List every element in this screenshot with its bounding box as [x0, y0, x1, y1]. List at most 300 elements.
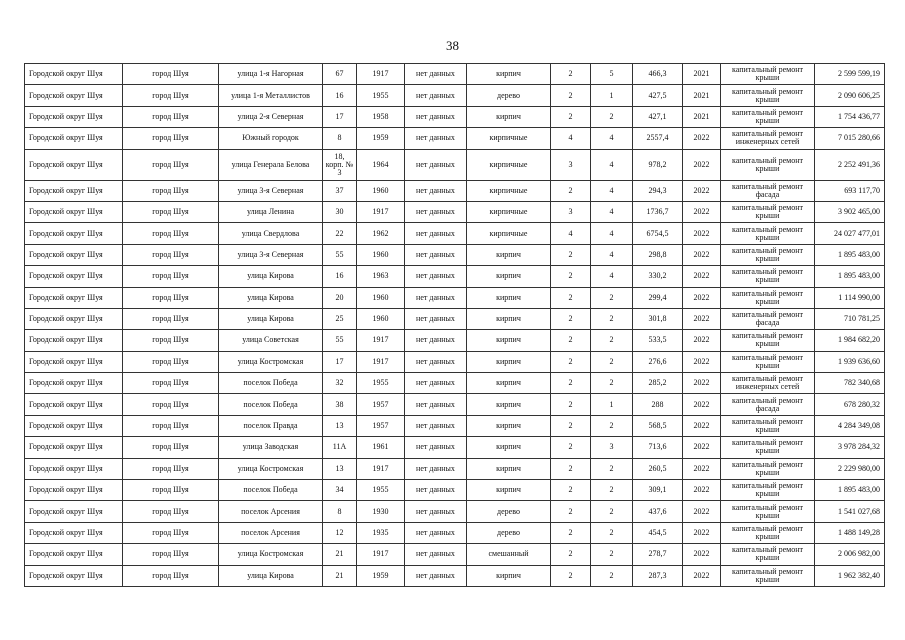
year-built-cell: 1963 — [357, 266, 405, 287]
reconstruction-year-cell: нет данных — [405, 415, 467, 436]
floors-cell: 2 — [551, 85, 591, 106]
table-row — [25, 522, 885, 543]
house-number-cell: 17 — [323, 351, 357, 372]
municipality-cell: Городской округ Шуя — [25, 351, 123, 372]
area-cell: 1736,7 — [633, 201, 683, 222]
floors-cell: 2 — [551, 522, 591, 543]
plan-year-cell: 2022 — [683, 266, 721, 287]
reconstruction-year-cell: нет данных — [405, 287, 467, 308]
wall-material-cell: дерево — [467, 501, 551, 522]
street-cell: улица Костромская — [219, 458, 323, 479]
house-number-cell: 21 — [323, 565, 357, 586]
wall-material-cell: кирпич — [467, 415, 551, 436]
house-number-cell: 38 — [323, 394, 357, 415]
year-built-cell: 1917 — [357, 351, 405, 372]
plan-year-cell: 2021 — [683, 64, 721, 85]
wall-material-cell: кирпич — [467, 373, 551, 394]
locality-cell: город Шуя — [123, 64, 219, 85]
work-type-cell: капитальный ремонт фасада — [721, 394, 815, 415]
entrances-cell: 4 — [591, 180, 633, 201]
area-cell: 437,6 — [633, 501, 683, 522]
house-number-cell: 13 — [323, 415, 357, 436]
municipality-cell: Городской округ Шуя — [25, 287, 123, 308]
table-row — [25, 266, 885, 287]
entrances-cell: 2 — [591, 106, 633, 127]
table-row — [25, 480, 885, 501]
year-built-cell: 1955 — [357, 85, 405, 106]
table-row — [25, 544, 885, 565]
reconstruction-year-cell: нет данных — [405, 373, 467, 394]
plan-year-cell: 2022 — [683, 394, 721, 415]
house-number-cell: 16 — [323, 85, 357, 106]
plan-year-cell: 2022 — [683, 501, 721, 522]
year-built-cell: 1959 — [357, 565, 405, 586]
year-built-cell: 1958 — [357, 106, 405, 127]
cost-cell: 2 252 491,36 — [815, 149, 885, 180]
entrances-cell: 4 — [591, 149, 633, 180]
floors-cell: 2 — [551, 373, 591, 394]
floors-cell: 2 — [551, 544, 591, 565]
wall-material-cell: смешанный — [467, 544, 551, 565]
street-cell: улица 2-я Северная — [219, 106, 323, 127]
house-number-cell: 17 — [323, 106, 357, 127]
table-row — [25, 415, 885, 436]
municipality-cell: Городской округ Шуя — [25, 565, 123, 586]
municipality-cell: Городской округ Шуя — [25, 180, 123, 201]
cost-cell: 7 015 280,66 — [815, 128, 885, 149]
floors-cell: 2 — [551, 565, 591, 586]
street-cell: поселок Арсения — [219, 522, 323, 543]
table-row — [25, 180, 885, 201]
entrances-cell: 2 — [591, 287, 633, 308]
cost-cell: 2 006 982,00 — [815, 544, 885, 565]
plan-year-cell: 2022 — [683, 201, 721, 222]
wall-material-cell: кирпичные — [467, 180, 551, 201]
entrances-cell: 2 — [591, 415, 633, 436]
work-type-cell: капитальный ремонт крыши — [721, 415, 815, 436]
year-built-cell: 1917 — [357, 458, 405, 479]
municipality-cell: Городской округ Шуя — [25, 106, 123, 127]
locality-cell: город Шуя — [123, 201, 219, 222]
entrances-cell: 4 — [591, 266, 633, 287]
year-built-cell: 1962 — [357, 223, 405, 244]
entrances-cell: 2 — [591, 522, 633, 543]
reconstruction-year-cell: нет данных — [405, 394, 467, 415]
reconstruction-year-cell: нет данных — [405, 128, 467, 149]
wall-material-cell: кирпичные — [467, 128, 551, 149]
area-cell: 330,2 — [633, 266, 683, 287]
reconstruction-year-cell: нет данных — [405, 522, 467, 543]
floors-cell: 2 — [551, 458, 591, 479]
locality-cell: город Шуя — [123, 85, 219, 106]
street-cell: улица Кирова — [219, 287, 323, 308]
entrances-cell: 4 — [591, 223, 633, 244]
area-cell: 299,4 — [633, 287, 683, 308]
work-type-cell: капитальный ремонт крыши — [721, 458, 815, 479]
wall-material-cell: кирпичные — [467, 223, 551, 244]
cost-cell: 1 488 149,28 — [815, 522, 885, 543]
area-cell: 276,6 — [633, 351, 683, 372]
house-number-cell: 11А — [323, 437, 357, 458]
reconstruction-year-cell: нет данных — [405, 501, 467, 522]
locality-cell: город Шуя — [123, 415, 219, 436]
street-cell: улица Свердлова — [219, 223, 323, 244]
municipality-cell: Городской округ Шуя — [25, 544, 123, 565]
locality-cell: город Шуя — [123, 308, 219, 329]
floors-cell: 2 — [551, 330, 591, 351]
wall-material-cell: кирпич — [467, 244, 551, 265]
wall-material-cell: кирпичные — [467, 149, 551, 180]
year-built-cell: 1960 — [357, 180, 405, 201]
locality-cell: город Шуя — [123, 522, 219, 543]
street-cell: поселок Победа — [219, 373, 323, 394]
reconstruction-year-cell: нет данных — [405, 437, 467, 458]
municipality-cell: Городской округ Шуя — [25, 244, 123, 265]
wall-material-cell: кирпич — [467, 287, 551, 308]
floors-cell: 2 — [551, 415, 591, 436]
floors-cell: 2 — [551, 480, 591, 501]
locality-cell: город Шуя — [123, 180, 219, 201]
plan-year-cell: 2021 — [683, 106, 721, 127]
street-cell: улица Кирова — [219, 308, 323, 329]
reconstruction-year-cell: нет данных — [405, 223, 467, 244]
table-row — [25, 223, 885, 244]
floors-cell: 2 — [551, 394, 591, 415]
year-built-cell: 1955 — [357, 480, 405, 501]
table-row — [25, 330, 885, 351]
house-number-cell: 55 — [323, 330, 357, 351]
floors-cell: 3 — [551, 149, 591, 180]
work-type-cell: капитальный ремонт крыши — [721, 522, 815, 543]
entrances-cell: 2 — [591, 351, 633, 372]
plan-year-cell: 2022 — [683, 565, 721, 586]
cost-cell: 4 284 349,08 — [815, 415, 885, 436]
reconstruction-year-cell: нет данных — [405, 85, 467, 106]
house-number-cell: 32 — [323, 373, 357, 394]
year-built-cell: 1964 — [357, 149, 405, 180]
work-type-cell: капитальный ремонт крыши — [721, 106, 815, 127]
area-cell: 454,5 — [633, 522, 683, 543]
house-number-cell: 8 — [323, 128, 357, 149]
wall-material-cell: кирпич — [467, 394, 551, 415]
street-cell: улица 3-я Северная — [219, 244, 323, 265]
year-built-cell: 1960 — [357, 308, 405, 329]
floors-cell: 2 — [551, 244, 591, 265]
house-number-cell: 13 — [323, 458, 357, 479]
reconstruction-year-cell: нет данных — [405, 351, 467, 372]
reconstruction-year-cell: нет данных — [405, 64, 467, 85]
street-cell: поселок Победа — [219, 394, 323, 415]
area-cell: 2557,4 — [633, 128, 683, 149]
plan-year-cell: 2022 — [683, 244, 721, 265]
year-built-cell: 1960 — [357, 287, 405, 308]
year-built-cell: 1957 — [357, 415, 405, 436]
municipality-cell: Городской округ Шуя — [25, 201, 123, 222]
reconstruction-year-cell: нет данных — [405, 480, 467, 501]
work-type-cell: капитальный ремонт крыши — [721, 266, 815, 287]
reconstruction-year-cell: нет данных — [405, 458, 467, 479]
table-row — [25, 106, 885, 127]
wall-material-cell: кирпичные — [467, 201, 551, 222]
table-row — [25, 373, 885, 394]
street-cell: улица Кирова — [219, 266, 323, 287]
work-type-cell: капитальный ремонт крыши — [721, 85, 815, 106]
plan-year-cell: 2022 — [683, 128, 721, 149]
housing-repair-table — [24, 63, 885, 587]
cost-cell: 3 902 465,00 — [815, 201, 885, 222]
wall-material-cell: кирпич — [467, 437, 551, 458]
locality-cell: город Шуя — [123, 565, 219, 586]
cost-cell: 1 939 636,60 — [815, 351, 885, 372]
locality-cell: город Шуя — [123, 351, 219, 372]
wall-material-cell: кирпич — [467, 480, 551, 501]
plan-year-cell: 2021 — [683, 85, 721, 106]
locality-cell: город Шуя — [123, 287, 219, 308]
year-built-cell: 1930 — [357, 501, 405, 522]
table-row — [25, 85, 885, 106]
street-cell: улица Костромская — [219, 351, 323, 372]
street-cell: поселок Арсения — [219, 501, 323, 522]
entrances-cell: 4 — [591, 128, 633, 149]
house-number-cell: 55 — [323, 244, 357, 265]
work-type-cell: капитальный ремонт крыши — [721, 351, 815, 372]
street-cell: улица Заводская — [219, 437, 323, 458]
entrances-cell: 2 — [591, 308, 633, 329]
floors-cell: 2 — [551, 64, 591, 85]
municipality-cell: Городской округ Шуя — [25, 149, 123, 180]
house-number-cell: 30 — [323, 201, 357, 222]
cost-cell: 2 229 980,00 — [815, 458, 885, 479]
reconstruction-year-cell: нет данных — [405, 544, 467, 565]
table-row — [25, 308, 885, 329]
area-cell: 288 — [633, 394, 683, 415]
house-number-cell: 25 — [323, 308, 357, 329]
floors-cell: 2 — [551, 106, 591, 127]
work-type-cell: капитальный ремонт крыши — [721, 201, 815, 222]
locality-cell: город Шуя — [123, 437, 219, 458]
table-row — [25, 351, 885, 372]
work-type-cell: капитальный ремонт крыши — [721, 565, 815, 586]
municipality-cell: Городской округ Шуя — [25, 522, 123, 543]
cost-cell: 1 114 990,00 — [815, 287, 885, 308]
table-row — [25, 437, 885, 458]
year-built-cell: 1957 — [357, 394, 405, 415]
locality-cell: город Шуя — [123, 223, 219, 244]
floors-cell: 4 — [551, 223, 591, 244]
municipality-cell: Городской округ Шуя — [25, 437, 123, 458]
house-number-cell: 22 — [323, 223, 357, 244]
page-number: 38 — [446, 38, 459, 53]
work-type-cell: капитальный ремонт крыши — [721, 501, 815, 522]
locality-cell: город Шуя — [123, 458, 219, 479]
year-built-cell: 1960 — [357, 244, 405, 265]
plan-year-cell: 2022 — [683, 415, 721, 436]
area-cell: 278,7 — [633, 544, 683, 565]
entrances-cell: 1 — [591, 394, 633, 415]
locality-cell: город Шуя — [123, 266, 219, 287]
street-cell: улица 3-я Северная — [219, 180, 323, 201]
year-built-cell: 1917 — [357, 544, 405, 565]
house-number-cell: 16 — [323, 266, 357, 287]
street-cell: Южный городок — [219, 128, 323, 149]
wall-material-cell: кирпич — [467, 266, 551, 287]
area-cell: 309,1 — [633, 480, 683, 501]
plan-year-cell: 2022 — [683, 480, 721, 501]
area-cell: 285,2 — [633, 373, 683, 394]
plan-year-cell: 2022 — [683, 330, 721, 351]
municipality-cell: Городской округ Шуя — [25, 64, 123, 85]
table-row — [25, 201, 885, 222]
reconstruction-year-cell: нет данных — [405, 565, 467, 586]
entrances-cell: 4 — [591, 201, 633, 222]
cost-cell: 693 117,70 — [815, 180, 885, 201]
wall-material-cell: кирпич — [467, 565, 551, 586]
floors-cell: 2 — [551, 501, 591, 522]
table-row — [25, 501, 885, 522]
entrances-cell: 2 — [591, 373, 633, 394]
floors-cell: 2 — [551, 180, 591, 201]
entrances-cell: 2 — [591, 565, 633, 586]
locality-cell: город Шуя — [123, 373, 219, 394]
wall-material-cell: дерево — [467, 85, 551, 106]
floors-cell: 2 — [551, 437, 591, 458]
work-type-cell: капитальный ремонт крыши — [721, 244, 815, 265]
year-built-cell: 1959 — [357, 128, 405, 149]
municipality-cell: Городской округ Шуя — [25, 330, 123, 351]
street-cell: поселок Победа — [219, 480, 323, 501]
plan-year-cell: 2022 — [683, 308, 721, 329]
entrances-cell: 2 — [591, 330, 633, 351]
table-row — [25, 394, 885, 415]
year-built-cell: 1917 — [357, 201, 405, 222]
municipality-cell: Городской округ Шуя — [25, 394, 123, 415]
area-cell: 298,8 — [633, 244, 683, 265]
locality-cell: город Шуя — [123, 480, 219, 501]
reconstruction-year-cell: нет данных — [405, 149, 467, 180]
work-type-cell: капитальный ремонт крыши — [721, 287, 815, 308]
work-type-cell: капитальный ремонт инженерных сетей — [721, 128, 815, 149]
street-cell: поселок Правда — [219, 415, 323, 436]
plan-year-cell: 2022 — [683, 544, 721, 565]
year-built-cell: 1961 — [357, 437, 405, 458]
plan-year-cell: 2022 — [683, 437, 721, 458]
work-type-cell: капитальный ремонт крыши — [721, 437, 815, 458]
locality-cell: город Шуя — [123, 394, 219, 415]
cost-cell: 1 962 382,40 — [815, 565, 885, 586]
plan-year-cell: 2022 — [683, 373, 721, 394]
street-cell: улица 1-я Металлистов — [219, 85, 323, 106]
municipality-cell: Городской округ Шуя — [25, 458, 123, 479]
entrances-cell: 2 — [591, 501, 633, 522]
house-number-cell: 18, корп. № 3 — [323, 149, 357, 180]
street-cell: улица Кирова — [219, 565, 323, 586]
reconstruction-year-cell: нет данных — [405, 180, 467, 201]
year-built-cell: 1935 — [357, 522, 405, 543]
wall-material-cell: кирпич — [467, 106, 551, 127]
locality-cell: город Шуя — [123, 149, 219, 180]
municipality-cell: Городской округ Шуя — [25, 480, 123, 501]
municipality-cell: Городской округ Шуя — [25, 415, 123, 436]
table-row — [25, 149, 885, 180]
work-type-cell: капитальный ремонт фасада — [721, 308, 815, 329]
table-body — [25, 64, 885, 587]
street-cell: улица Ленина — [219, 201, 323, 222]
table-row — [25, 565, 885, 586]
area-cell: 978,2 — [633, 149, 683, 180]
cost-cell: 1 895 483,00 — [815, 480, 885, 501]
municipality-cell: Городской округ Шуя — [25, 223, 123, 244]
municipality-cell: Городской округ Шуя — [25, 85, 123, 106]
house-number-cell: 67 — [323, 64, 357, 85]
house-number-cell: 8 — [323, 501, 357, 522]
locality-cell: город Шуя — [123, 501, 219, 522]
reconstruction-year-cell: нет данных — [405, 201, 467, 222]
work-type-cell: капитальный ремонт крыши — [721, 544, 815, 565]
cost-cell: 2 090 606,25 — [815, 85, 885, 106]
wall-material-cell: кирпич — [467, 330, 551, 351]
street-cell: улица Советская — [219, 330, 323, 351]
reconstruction-year-cell: нет данных — [405, 106, 467, 127]
year-built-cell: 1917 — [357, 64, 405, 85]
table-row — [25, 128, 885, 149]
cost-cell: 1 754 436,77 — [815, 106, 885, 127]
municipality-cell: Городской округ Шуя — [25, 308, 123, 329]
entrances-cell: 3 — [591, 437, 633, 458]
house-number-cell: 37 — [323, 180, 357, 201]
locality-cell: город Шуя — [123, 544, 219, 565]
table-row — [25, 244, 885, 265]
floors-cell: 2 — [551, 308, 591, 329]
municipality-cell: Городской округ Шуя — [25, 266, 123, 287]
cost-cell: 678 280,32 — [815, 394, 885, 415]
wall-material-cell: кирпич — [467, 458, 551, 479]
wall-material-cell: кирпич — [467, 308, 551, 329]
area-cell: 427,5 — [633, 85, 683, 106]
floors-cell: 3 — [551, 201, 591, 222]
locality-cell: город Шуя — [123, 106, 219, 127]
locality-cell: город Шуя — [123, 128, 219, 149]
cost-cell: 2 599 599,19 — [815, 64, 885, 85]
area-cell: 568,5 — [633, 415, 683, 436]
house-number-cell: 20 — [323, 287, 357, 308]
work-type-cell: капитальный ремонт крыши — [721, 330, 815, 351]
cost-cell: 3 978 284,32 — [815, 437, 885, 458]
reconstruction-year-cell: нет данных — [405, 308, 467, 329]
area-cell: 301,8 — [633, 308, 683, 329]
street-cell: улица 1-я Нагорная — [219, 64, 323, 85]
floors-cell: 2 — [551, 287, 591, 308]
entrances-cell: 2 — [591, 480, 633, 501]
table-row — [25, 287, 885, 308]
area-cell: 466,3 — [633, 64, 683, 85]
area-cell: 713,6 — [633, 437, 683, 458]
cost-cell: 782 340,68 — [815, 373, 885, 394]
wall-material-cell: дерево — [467, 522, 551, 543]
area-cell: 533,5 — [633, 330, 683, 351]
work-type-cell: капитальный ремонт крыши — [721, 480, 815, 501]
table-row — [25, 64, 885, 85]
area-cell: 6754,5 — [633, 223, 683, 244]
locality-cell: город Шуя — [123, 330, 219, 351]
cost-cell: 1 895 483,00 — [815, 266, 885, 287]
entrances-cell: 4 — [591, 244, 633, 265]
entrances-cell: 2 — [591, 458, 633, 479]
reconstruction-year-cell: нет данных — [405, 266, 467, 287]
area-cell: 294,3 — [633, 180, 683, 201]
floors-cell: 2 — [551, 351, 591, 372]
plan-year-cell: 2022 — [683, 149, 721, 180]
floors-cell: 2 — [551, 266, 591, 287]
